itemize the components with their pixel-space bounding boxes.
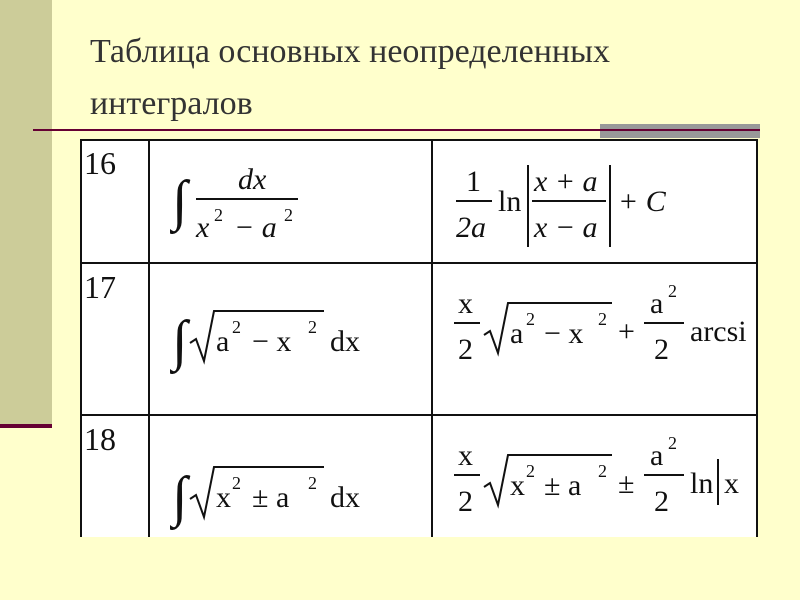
title-rule [33,129,760,131]
left-decor-bar [0,0,52,427]
exponent: 2 [232,317,241,337]
table-col-divider-1 [148,139,150,537]
frac-numerator: a [650,287,664,320]
integral-sign: ∫ [172,170,188,232]
coef-numerator: x [458,439,473,472]
result-formula [454,431,758,536]
radicand-term: − x [544,317,584,350]
operator: + [618,315,635,348]
slide-title: Таблица основных неопределенных интегралов [90,33,610,122]
exponent: 2 [526,309,535,329]
result-formula [454,157,754,257]
numerator: dx [238,163,267,196]
row-number: 18 [84,421,116,457]
frac-numerator: a [650,439,664,472]
coef-numerator: x [458,287,473,320]
integral-18-svg [170,455,420,535]
denominator-var: x [196,211,210,244]
result-16-svg [454,157,754,252]
exponent: 2 [526,461,535,481]
radicand-term: a [510,317,524,350]
result-17-svg [454,279,758,379]
exponent: 2 [668,433,677,453]
radicand-term: a [216,325,230,358]
result-18-svg [454,431,758,531]
left-decor-line [0,424,52,428]
table-border-left [80,139,82,537]
coef-denominator: 2 [458,333,473,366]
exponent: 2 [214,205,223,225]
frac-denominator: 2 [654,333,669,366]
coef-denominator: 2 [458,485,473,518]
table-row-divider-2 [80,414,758,416]
integral-16-svg [170,157,420,247]
coef-denominator: 2a [456,211,486,244]
radicand-term: ± a [252,481,290,514]
exponent: 2 [598,461,607,481]
integral-sign: ∫ [172,466,188,528]
exponent: 2 [308,317,317,337]
differential: dx [330,325,360,358]
exponent: 2 [308,473,317,493]
operator: ± [618,467,635,500]
result-formula [454,279,758,384]
table-col-divider-2 [431,139,433,537]
abs-term: x [724,467,739,500]
radicand-term: ± a [544,469,582,502]
function-name: arcsi [690,315,747,348]
exponent: 2 [668,281,677,301]
ln-label: ln [498,185,522,218]
exponent: 2 [284,205,293,225]
differential: dx [330,481,360,514]
integral-formula [170,299,420,384]
integral-17-svg [170,299,420,379]
frac-denominator: 2 [654,485,669,518]
radicand-term: x [510,469,525,502]
coef-numerator: 1 [466,165,481,198]
constant-term: + C [618,185,666,218]
integral-formula [170,455,420,537]
table-row-divider-1 [80,262,758,264]
ln-label: ln [690,467,714,500]
exponent: 2 [598,309,607,329]
integral-formula [170,157,420,252]
row-number: 16 [84,145,116,181]
denominator-term: − a [234,211,277,244]
radicand-term: − x [252,325,292,358]
title-accent-bar [600,124,760,138]
abs-numerator: x + a [534,165,598,198]
radicand-term: x [216,481,231,514]
integrals-table [80,139,758,537]
exponent: 2 [232,473,241,493]
integral-sign: ∫ [172,310,188,372]
row-number: 17 [84,269,116,305]
abs-denominator: x − a [534,211,598,244]
table-border-top [80,139,758,141]
